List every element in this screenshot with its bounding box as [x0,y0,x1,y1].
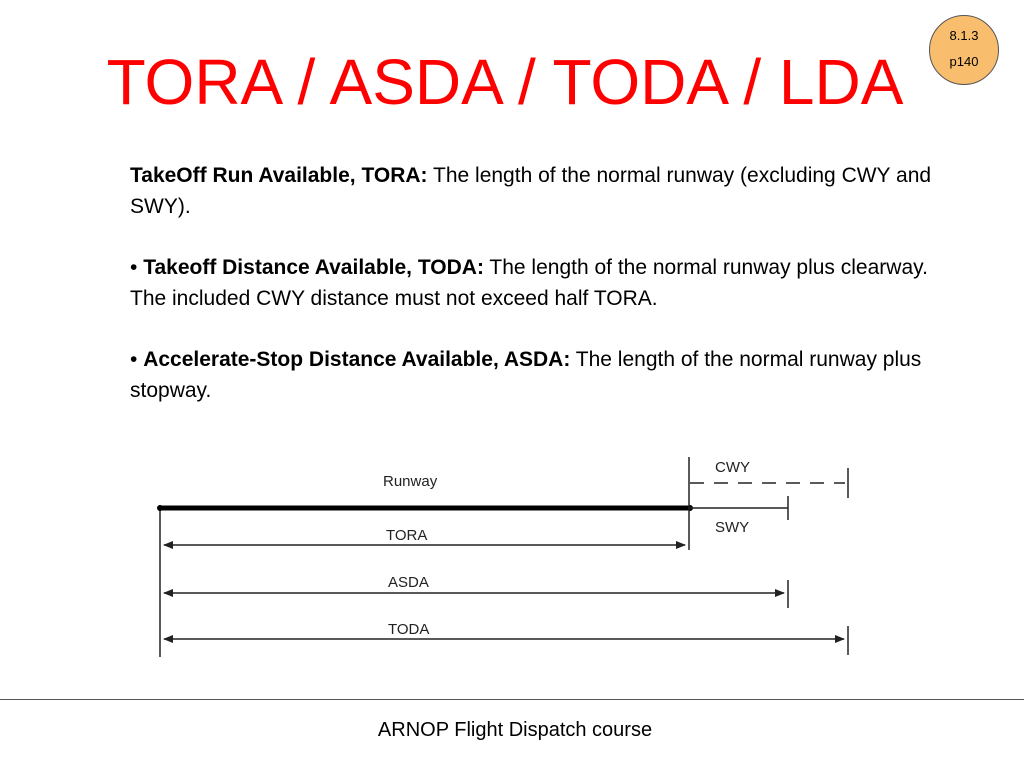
definition-term: TakeOff Run Available, TORA: [130,164,428,187]
definition-term: Takeoff Distance Available, TODA: [143,256,484,279]
bullet: • [130,256,144,279]
definition-text: The length of the normal runway plus stopway. [130,348,922,402]
definition-text: The length of the normal runway plus clearway. The included CWY distance must not exceed half TORA. [130,256,928,310]
runway-label: Runway [383,473,438,490]
footer-text: ARNOP Flight Dispatch course [377,719,653,741]
footer-divider [0,699,1024,700]
cwy-label: CWY [715,459,750,476]
swy-label: SWY [715,519,750,536]
runway-start-dot [157,505,163,511]
definition-asda [130,344,960,406]
definition-text: The length of the normal runway (excluding CWY and SWY). [130,164,932,218]
section-badge [929,15,999,85]
toda-label: TODA [388,621,430,638]
runway-distances-diagram [150,450,870,665]
badge-page-number: p140 [949,54,979,69]
bullet: • [130,348,144,371]
tora-label: TORA [386,527,428,544]
asda-label: ASDA [388,574,429,591]
definition-term: Accelerate-Stop Distance Available, ASDA: [143,348,571,371]
slide-title: TORA / ASDA / TODA / LDA [106,46,904,118]
definition-toda [130,252,960,314]
badge-section-number: 8.1.3 [949,28,979,43]
definitions [130,160,960,436]
definition-tora [130,160,960,222]
